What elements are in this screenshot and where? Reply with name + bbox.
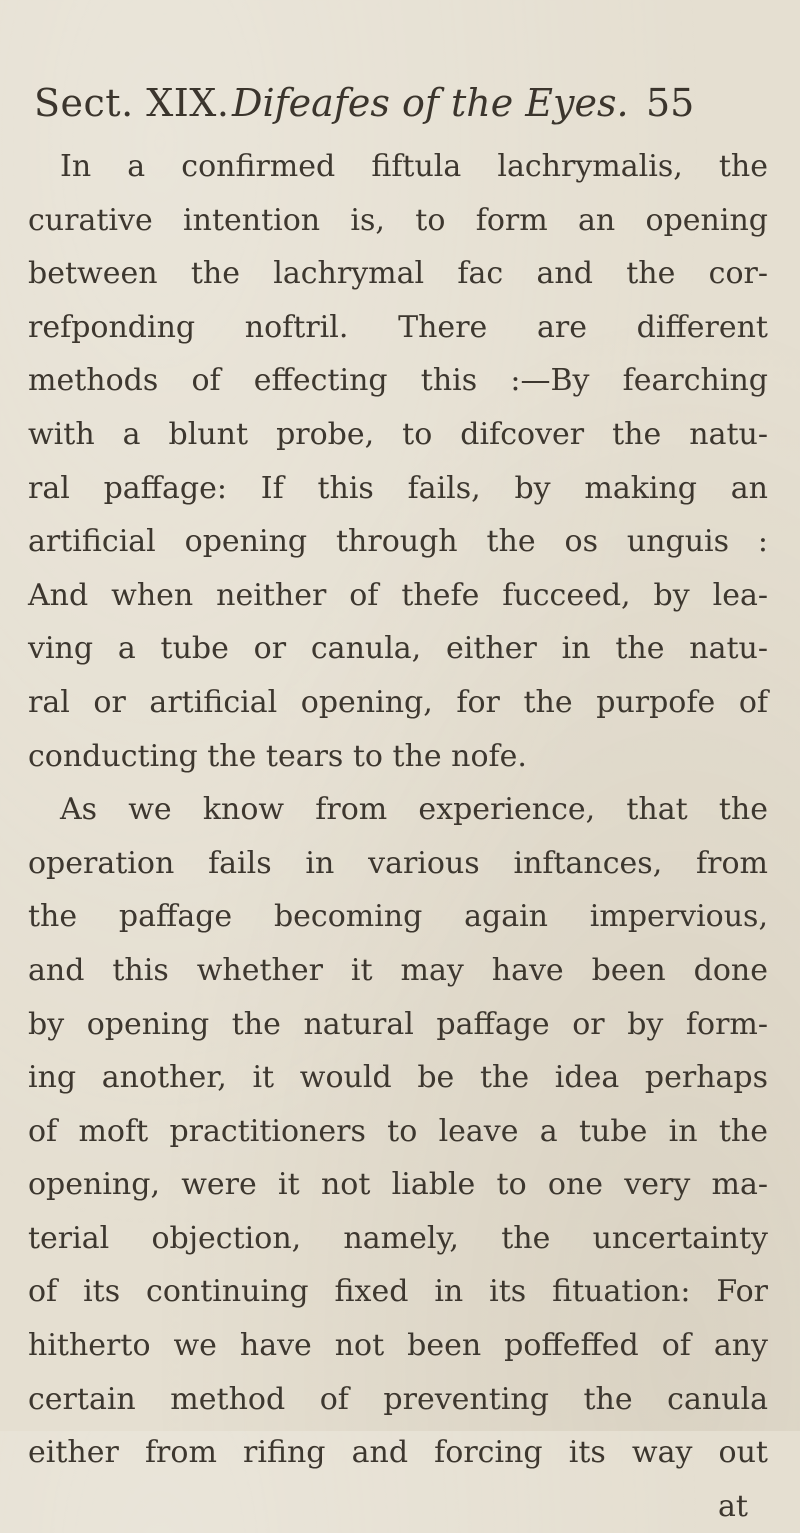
- text-line: between the lachrymal fac and the cor-: [28, 256, 768, 292]
- body-text: [28, 140, 768, 1533]
- text-line: ral or artificial opening, for the purpofe of: [28, 684, 768, 720]
- text-line: operation fails in various inftances, from: [28, 845, 768, 881]
- page-number: 55: [646, 81, 695, 125]
- text-line: opening, were it not liable to one very ma-: [28, 1167, 768, 1203]
- text-line: of moft practitioners to leave a tube in the: [28, 1113, 768, 1149]
- text-line: As we know from experience, that the: [60, 792, 768, 828]
- text-line: hitherto we have not been poffeffed of any: [28, 1328, 768, 1364]
- text-line: refponding noftril. There are different: [28, 309, 768, 345]
- text-line: terial objection, namely, the uncertainty: [28, 1220, 768, 1256]
- text-line: curative intention is, to form an opening: [28, 202, 768, 238]
- text-line: ving a tube or canula, either in the natu-: [28, 631, 768, 667]
- text-line: artificial opening through the os unguis :: [28, 524, 768, 560]
- text-line: methods of effecting this :—By fearching: [28, 363, 768, 399]
- text-line: And when neither of thefe fucceed, by lea-: [28, 577, 768, 613]
- text-line: by opening the natural paffage or by form-: [28, 1006, 768, 1042]
- text-line: ral paffage: If this fails, by making an: [28, 470, 768, 506]
- text-line: the paffage becoming again impervious,: [28, 899, 768, 935]
- running-head: [34, 78, 774, 128]
- text-line: either from rifing and forcing its way out: [28, 1435, 768, 1471]
- section-number: Sect. XIX.: [34, 81, 230, 125]
- text-line: and this whether it may have been done: [28, 952, 768, 988]
- text-line: ing another, it would be the idea perhaps: [28, 1060, 768, 1096]
- running-title: Difeafes of the Eyes.: [232, 81, 629, 125]
- catchword: at: [718, 1488, 748, 1524]
- text-line: certain method of preventing the canula: [28, 1381, 768, 1417]
- text-line: with a blunt probe, to difcover the natu-: [28, 416, 768, 452]
- text-line: conducting the tears to the nofe.: [28, 738, 527, 774]
- text-line: In a confirmed fiftula lachrymalis, the: [60, 149, 768, 184]
- text-line: of its continuing fixed in its fituation: For: [28, 1274, 768, 1310]
